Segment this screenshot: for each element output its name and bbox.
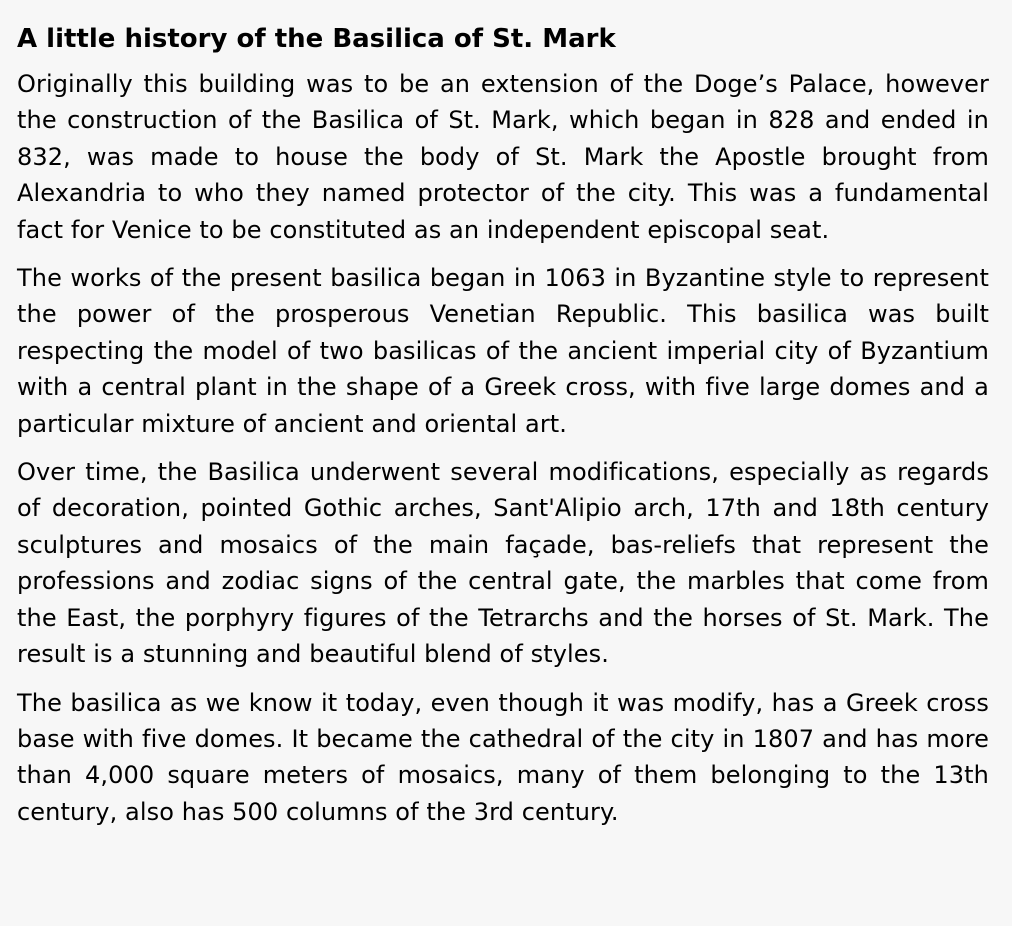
paragraph-today: The basilica as we know it today, even though it was modify, has a Greek cross base with five domes. It became the cathedral of the city in 1807 and has more than 4,000 square meters of mosaics, many of them belonging to the 13th century, also has 500 columns of the 3rd century. [17,688,989,826]
paragraph-construction: The works of the present basilica began in 1063 in Byzantine style to represent the power of the prosperous Venetian Republic. This basilica was built respecting the model of two basilicas of the ancient imperial city of Byzantium with a central plant in the shape of a Greek cross, with five large domes and a particular mixture of ancient and oriental art. [17,264,989,438]
article-title: A little history of the Basilica of St. Mark [17,24,616,54]
article [17,20,989,842]
paragraph-modifications: Over time, the Basilica underwent several modifications, especially as regards of decoration, pointed Gothic arches, Sant'Alipio arch, 17th and 18th century sculptures and mosaics of the main façade, bas-reliefs that represent the professions and zodiac signs of the central gate, the marbles that come from the East, the porphyry figures of the Tetrarchs and the horses of St. Mark. The result is a stunning and beautiful blend of styles. [17,458,989,669]
paragraph-origins: Originally this building was to be an extension of the Doge’s Palace, however the construction of the Basilica of St. Mark, which began in 828 and ended in 832, was made to house the body of St. Mark the Apostle brought from Alexandria to who they named protector of the city. This was a fundamental fact for Venice to be constituted as an independent episcopal seat. [17,70,989,244]
